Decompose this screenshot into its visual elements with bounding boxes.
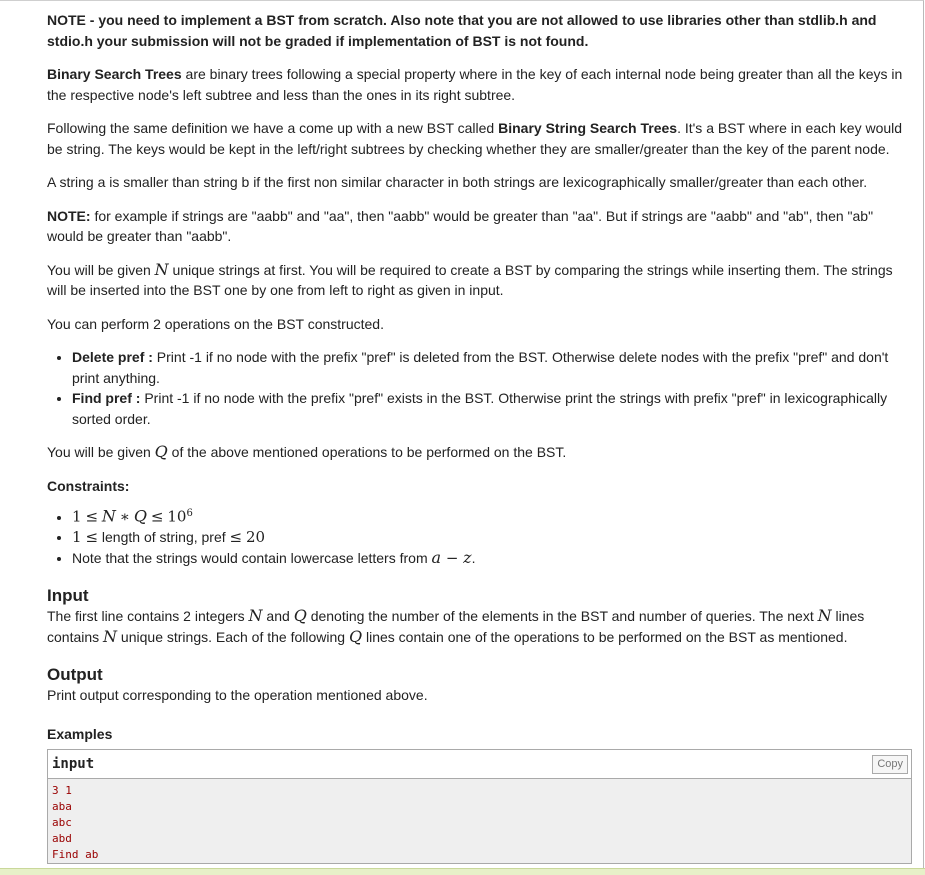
note2-label: NOTE: bbox=[47, 207, 91, 224]
input-section-title: Input bbox=[47, 586, 89, 606]
input-v4: N bbox=[103, 626, 118, 646]
c3-z: z bbox=[463, 547, 472, 567]
copy-button[interactable]: Copy bbox=[872, 755, 908, 774]
operation-find bbox=[72, 388, 913, 429]
input-t1: The first line contains 2 integers bbox=[47, 608, 249, 625]
c3-dash: − bbox=[441, 548, 464, 567]
operations-intro: You can perform 2 operations on the BST constructed. bbox=[47, 315, 384, 332]
example-input-line: abc bbox=[52, 816, 72, 830]
operation-name: Delete pref : bbox=[72, 349, 153, 365]
c2-twenty: 20 bbox=[246, 528, 266, 547]
note2-text: for example if strings are "aabb" and "aa", then "aabb" would be greater than "aa". But if strings are "aabb" and "ab", then "ab" would be greater than "aabb". bbox=[47, 207, 874, 244]
output-section-title: Output bbox=[47, 665, 103, 685]
bst-definition-text: are binary trees following a special property where in the key of each internal node being greater than all the keys in the respective node's left subtree and less than the ones in its right subtree. bbox=[47, 66, 903, 103]
c2-le2: ≤ bbox=[229, 528, 243, 547]
c2-le1: ≤ bbox=[85, 528, 99, 547]
note-paragraph bbox=[47, 10, 913, 51]
example-input-line: Find ab bbox=[52, 848, 99, 862]
input-t3: denoting the number of the elements in the BST and number of queries. The next bbox=[306, 608, 818, 625]
given-q-paragraph bbox=[47, 442, 913, 463]
c1-le1: ≤ bbox=[85, 507, 99, 526]
c3-end: . bbox=[471, 549, 476, 566]
var-n: N bbox=[154, 259, 169, 279]
input-t4: lines contains bbox=[47, 608, 865, 645]
bsst-paragraph bbox=[47, 118, 913, 159]
c1-ten: 10 bbox=[167, 507, 187, 526]
var-q: Q bbox=[154, 442, 168, 461]
example-input-box bbox=[47, 749, 912, 864]
example-input-content[interactable] bbox=[48, 779, 911, 863]
input-t2: and bbox=[262, 608, 294, 625]
example-input-line: abd bbox=[52, 832, 72, 846]
given-n-paragraph bbox=[47, 260, 913, 301]
note2-paragraph bbox=[47, 206, 913, 247]
input-t6: lines contain one of the operations to be performed on the BST as mentioned. bbox=[362, 628, 848, 645]
input-v2: Q bbox=[293, 606, 307, 626]
given-n-after: unique strings at first. You will be required to create a BST by comparing the strings while inserting them. The strings will be inserted into the BST one by one from left to right as given in input. bbox=[47, 261, 893, 298]
examples-title: Examples bbox=[47, 725, 113, 742]
bsst-text-after: . It's a BST where in each key would be string. The keys would be kept in the left/right subtrees by checking whether they are smaller/greater than the key of the parent node. bbox=[47, 120, 903, 157]
string-comparison-paragraph: A string a is smaller than string b if the first non similar character in both strings are lexicographically smaller/greater than each other. bbox=[47, 174, 868, 190]
constraints-list bbox=[47, 504, 913, 568]
given-q-before: You will be given bbox=[47, 444, 155, 460]
c1-one: 1 bbox=[72, 507, 82, 526]
constraint-letters bbox=[72, 548, 913, 569]
bst-definition-paragraph bbox=[47, 64, 913, 105]
c2-one: 1 bbox=[72, 528, 82, 547]
given-n-before: You will be given bbox=[47, 261, 155, 278]
example-input-line: 3 1 bbox=[52, 784, 72, 798]
c1-exp: 6 bbox=[186, 508, 193, 519]
c1-times: ∗ bbox=[119, 507, 130, 526]
operation-desc: Print -1 if no node with the prefix "pref" is deleted from the BST. Otherwise delete nodes with the prefix "pref" and don't print anything. bbox=[72, 349, 889, 386]
given-q-after: of the above mentioned operations to be performed on the BST. bbox=[167, 444, 567, 460]
c1-n: N bbox=[101, 506, 116, 526]
operation-desc: Print -1 if no node with the prefix "pref" exists in the BST. Otherwise print the strings with prefix "pref" in lexicographically sorted order. bbox=[72, 390, 888, 427]
problem-content bbox=[47, 10, 913, 864]
input-t5: unique strings. Each of the following bbox=[117, 628, 349, 645]
input-v3: N bbox=[817, 606, 832, 626]
operations-list bbox=[47, 347, 913, 429]
bst-term: Binary Search Trees bbox=[47, 66, 182, 82]
output-section-body: Print output corresponding to the operation mentioned above. bbox=[47, 687, 428, 704]
c1-q: Q bbox=[133, 506, 148, 526]
constraints-title-text: Constraints: bbox=[47, 477, 130, 494]
operation-name: Find pref : bbox=[72, 390, 141, 406]
constraints-title bbox=[47, 476, 913, 497]
bsst-text-before: Following the same definition we have a come up with a new BST called bbox=[47, 120, 499, 136]
c3-text: Note that the strings would contain lowercase letters from bbox=[72, 549, 432, 566]
note-bold-text: NOTE - you need to implement a BST from scratch. Also note that you are not allowed to use libraries other than stdlib.h and stdio.h your submission will not be graded if implementation of BST is not found. bbox=[47, 12, 877, 49]
example-input-header bbox=[48, 750, 911, 779]
example-input-label: input bbox=[52, 756, 95, 773]
c3-a: a bbox=[431, 547, 442, 567]
operation-delete bbox=[72, 347, 913, 388]
c1-le2: ≤ bbox=[150, 507, 164, 526]
bsst-term: Binary String Search Trees bbox=[498, 120, 678, 136]
constraint-length bbox=[72, 527, 913, 548]
constraint-nq bbox=[72, 504, 913, 527]
c2-text: length of string, pref bbox=[98, 529, 230, 546]
input-section-body bbox=[47, 606, 913, 647]
input-v5: Q bbox=[348, 626, 363, 646]
example-input-line: aba bbox=[52, 800, 72, 814]
input-v1: N bbox=[248, 606, 263, 626]
